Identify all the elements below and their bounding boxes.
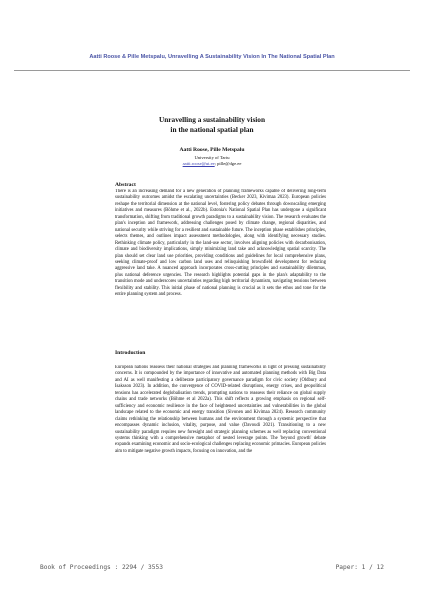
paper-authors: Aatti Roose, Pille Metspalu xyxy=(179,147,245,153)
abstract-heading: Abstract xyxy=(115,182,136,188)
author-email-2: pille@dge.ee xyxy=(217,161,242,166)
author-emails xyxy=(60,161,364,166)
email-separator: ; xyxy=(214,161,218,166)
proceedings-page-counter: Book of Proceedings : 2294 / 3553 xyxy=(40,564,163,571)
paper-page-counter: Paper: 1 / 12 xyxy=(335,564,384,571)
paper-title xyxy=(60,115,364,134)
running-header: Aatti Roose & Pille Metspalu, Unravelling A Sustainability Vision In The National Spatial Plan xyxy=(89,54,335,60)
author-affiliation: University of Tartu xyxy=(194,155,230,160)
introduction-heading: Introduction xyxy=(115,350,146,356)
paper-title-line-2: in the national spatial plan xyxy=(170,124,254,134)
abstract-text: There is an increasing demand for a new generation of planning frameworks capable of delivering long-term sustainability outcomes amidst the escalating uncertainties (Becker 2023, Kivimaa 2023). European policies reshape the territorial dimension at the national level, fostering policy debates through downscaling emerging initiatives and measures (Böhme et al., 2022b). Estonia's National Spatial Plan has undergone a significant transformation, shifting from traditional growth paradigms to a sustainability vision. The research evaluates the plan's inception and framework, addressing challenges posed by climate change, regional disparities, and national security while striving for a resilient and sustainable future. The inception phase establishes principles, selects themes, and outlines impact assessment methodologies, along with identifying necessary studies. Rethinking climate policy, particularly in the land-use sector, involves aligning policies with decarbonisation, climate and biodiversity implications, simply minimizing land take and acknowledging spatial scarcity. The plan should set clear land use priorities, providing conditions and guidelines for local comprehensive plans, seeking climate-proof and low carbon land uses and relinquishing brownfield development for reducing aggressive land take. A nuanced approach incorporates cross-cutting principles and sustainability dilemmas, plus national deference urgencies. The research highlights potential gaps in the plan's adaptability to the transition mode and underscores uncertainties regarding high territorial dynamism, navigating tensions between flexibility and stability. This initial phase of national planning is crucial as it sets the ethos and tone for the entire planning system and process. xyxy=(115,189,326,298)
author-email-link[interactable]: aatti.roose@ut.ee xyxy=(182,161,215,166)
header-divider xyxy=(14,70,410,71)
introduction-text: European nations reassess their national strategies and planning frameworks in light of pressing sustainability concerns. It is compounded by the importance of innovative and automated planning methods with Big Data and AI as well manifesting a deliberate participatory governance paradigm for civic society (Oldbury and Isaksson 2023). In addition, the convergence of COVID-related disruptions, energy crises, and geopolitical tensions has accelerated deglobalisation trends, prompting nations to reassess their reliance on global supply chains and trade networks (Böhme et al 2022a). This shift reflects a growing emphasis on regional self-sufficiency and economic resilience in the face of heightened uncertainties and vulnerabilities in the global landscape related to the economic and energy transition (Sivonen and Kivimaa 2024). Research community claims rethinking the relationship between humans and the environment through a systemic perspective that encompasses dynamic inclusion, vitality, purpose, and value (Davoudi 2021). Transitioning to a new sustainability paradigm requires new foresight and strategic planning schemes as well replacing conventional systems thinking with a comprehensive metaphor of nested leverage points. The 'beyond growth' debate expands examining economic and socio-ecological challenges replacing economic primacies. European policies aim to mitigate negative growth impacts, focusing on innovation, and the xyxy=(115,365,326,454)
paper-title-line-1: Unravelling a sustainability vision xyxy=(158,115,266,124)
